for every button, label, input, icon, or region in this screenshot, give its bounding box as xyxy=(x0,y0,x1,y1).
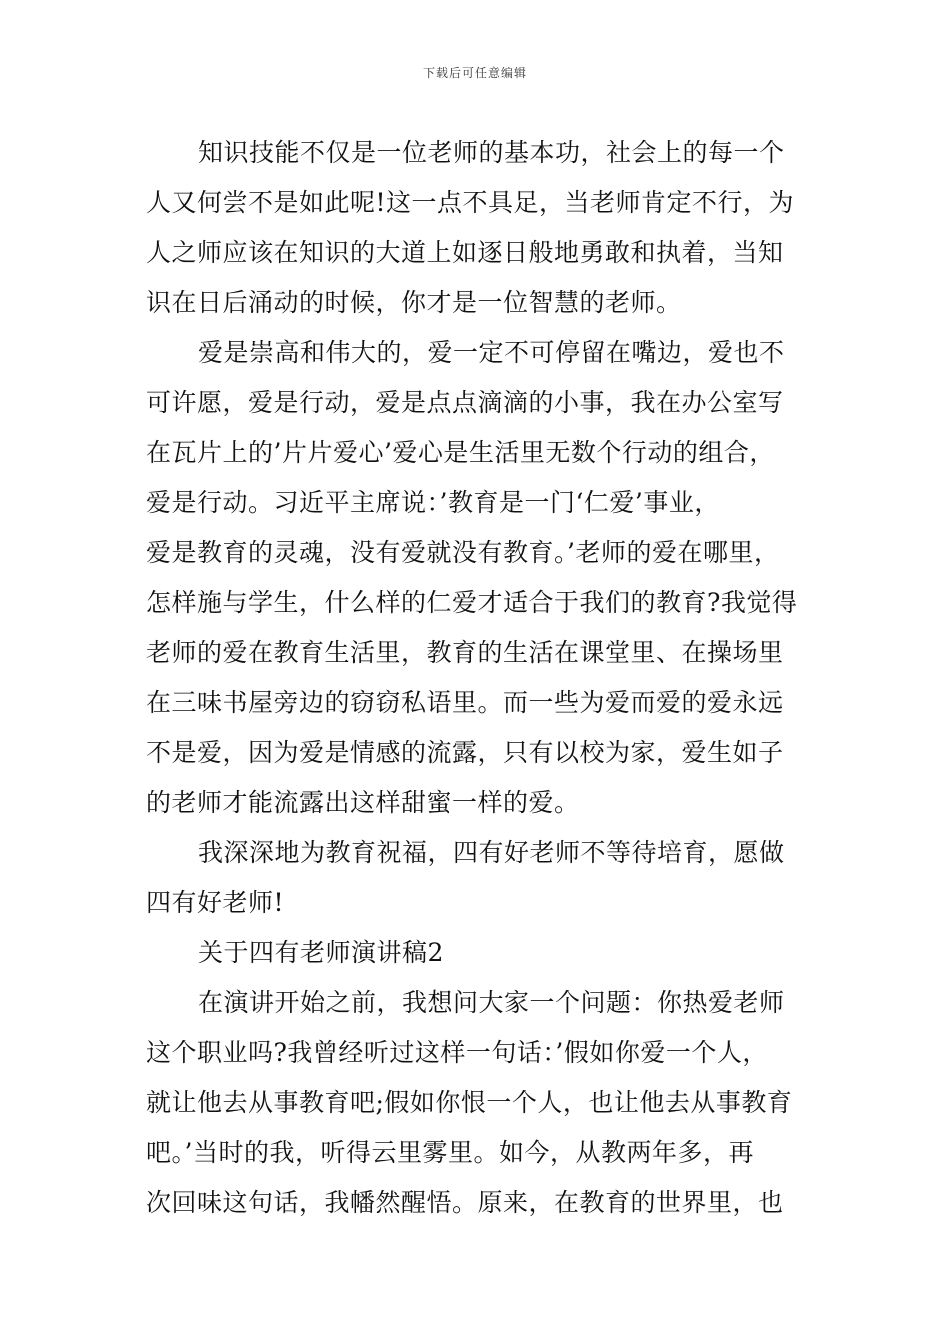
text-line: 知识技能不仅是一位老师的基本功，社会上的每一个 xyxy=(198,138,785,167)
text-line: 爱是崇高和伟大的，爱一定不可停留在嘴边，爱也不 xyxy=(198,338,785,367)
text-line: 在三味书屋旁边的窃窃私语里。而一些为爱而爱的爱永远 xyxy=(146,688,784,717)
paragraph xyxy=(146,828,826,928)
paragraph xyxy=(146,328,826,828)
text-line: 吧。’当时的我，听得云里雾里。如今，从教两年多，再 xyxy=(146,1138,754,1167)
text-line: 这个职业吗?我曾经听过这样一句话：’假如你爱一个人， xyxy=(146,1038,768,1067)
text-line: 就让他去从事教育吧;假如你恨一个人，也让他去从事教育 xyxy=(146,1088,793,1117)
page-header: 下载后可任意编辑 xyxy=(422,66,527,80)
text-line: 怎样施与学生，什么样的仁爱才适合于我们的教育?我觉得 xyxy=(146,588,798,617)
text-line: 人之师应该在知识的大道上如逐日般地勇敢和执着，当知 xyxy=(146,238,784,267)
heading-line: 关于四有老师演讲稿2 xyxy=(198,938,444,967)
text-line: 我深深地为教育祝福，四有好老师不等待培育，愿做 xyxy=(198,838,785,867)
text-line: 人又何尝不是如此呢!这一点不具足，当老师肯定不行，为 xyxy=(146,188,795,217)
text-line: 在演讲开始之前，我想问大家一个问题：你热爱老师 xyxy=(198,988,785,1017)
text-line: 次回味这句话，我幡然醒悟。原来，在教育的世界里，也 xyxy=(146,1188,784,1217)
text-line: 不是爱，因为爱是情感的流露，只有以校为家，爱生如子 xyxy=(146,738,784,767)
text-line: 爱是教育的灵魂，没有爱就没有教育。’老师的爱在哪里， xyxy=(146,538,780,567)
paragraph xyxy=(146,128,826,328)
text-line: 爱是行动。习近平主席说：’教育是一门‘仁爱’事业， xyxy=(146,488,720,517)
document-body xyxy=(146,128,826,1228)
text-line: 四有好老师! xyxy=(146,888,285,917)
paragraph xyxy=(146,978,826,1228)
text-line: 在瓦片上的’片片爱心’爱心是生活里无数个行动的组合， xyxy=(146,438,775,467)
text-line: 的老师才能流露出这样甜蜜一样的爱。 xyxy=(146,788,580,817)
section-heading xyxy=(146,928,826,978)
text-line: 识在日后涌动的时候，你才是一位智慧的老师。 xyxy=(146,288,682,317)
text-line: 可许愿，爱是行动，爱是点点滴滴的小事，我在办公室写 xyxy=(146,388,784,417)
text-line: 老师的爱在教育生活里，教育的生活在课堂里、在操场里 xyxy=(146,638,784,667)
